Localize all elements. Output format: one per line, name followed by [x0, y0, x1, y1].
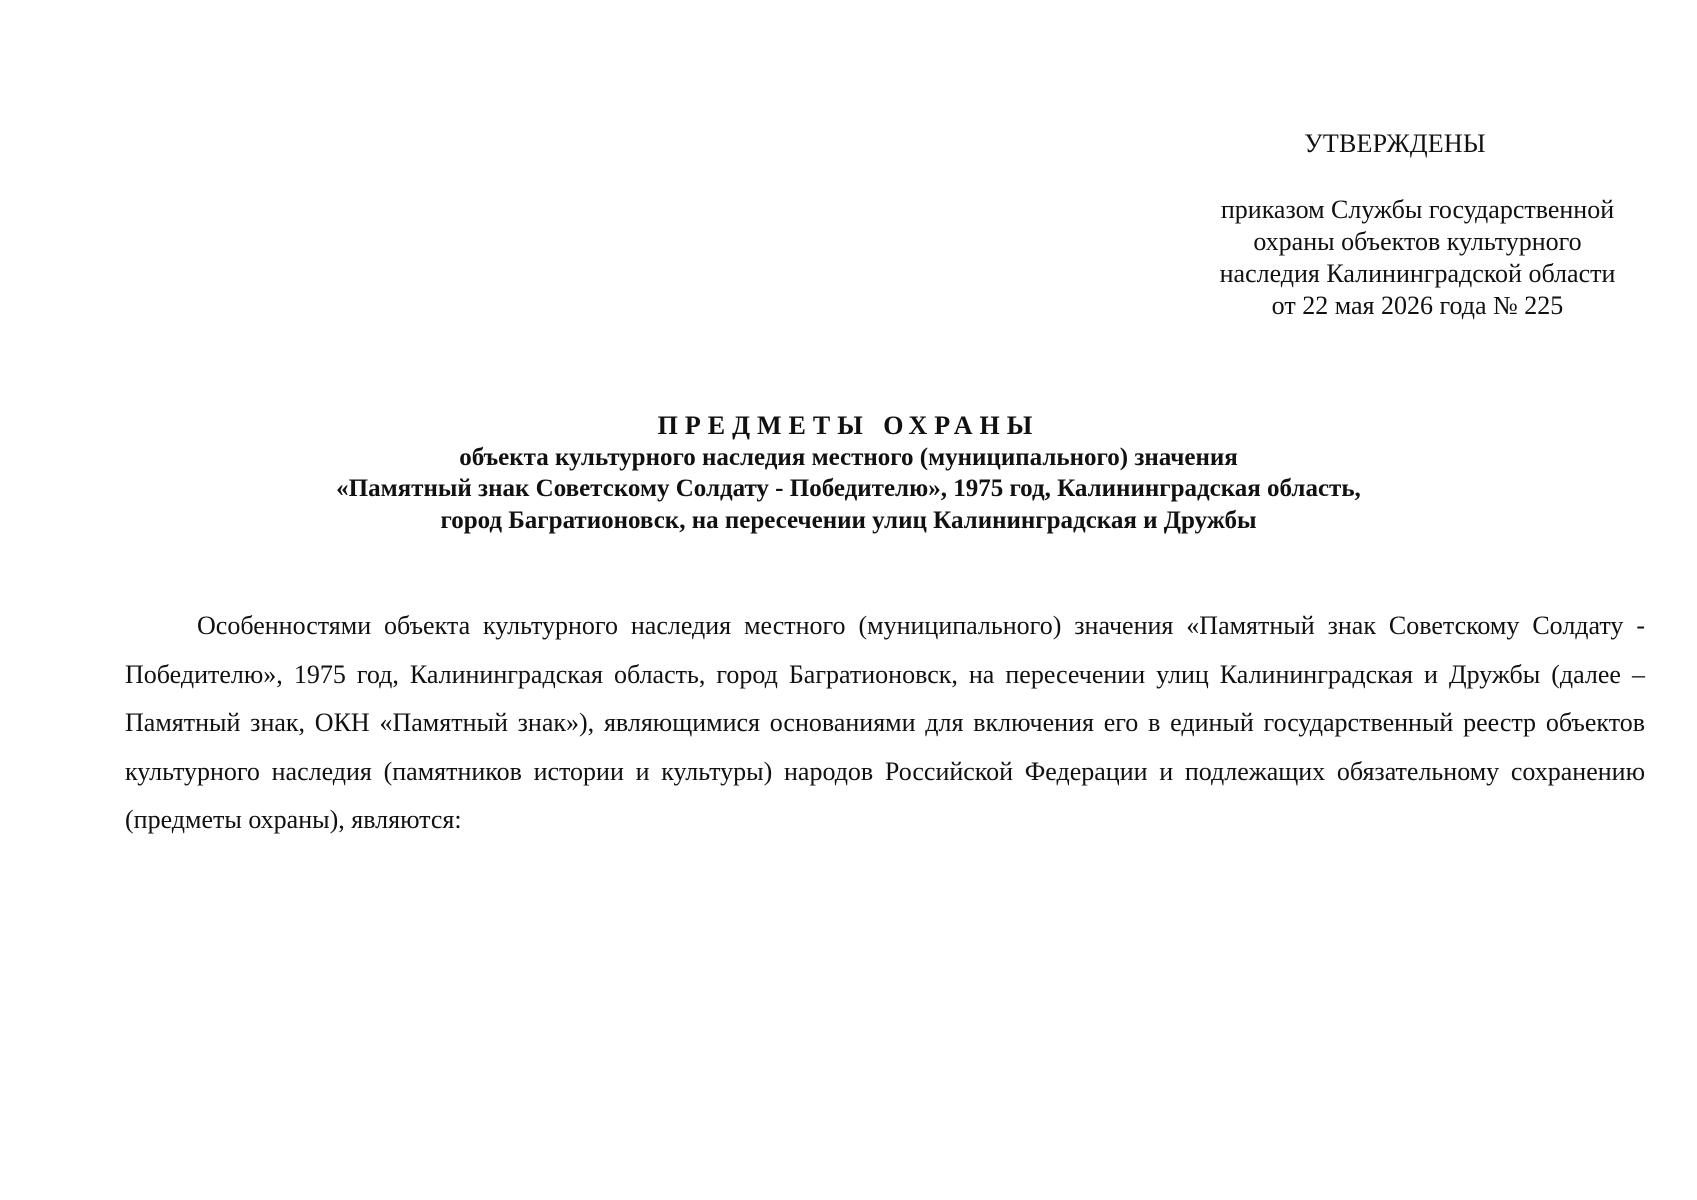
approval-line-region: наследия Калининградской области	[1219, 259, 1616, 288]
approval-line-date: от 22 мая 2026 года № 225	[1271, 291, 1564, 320]
title-line-location: город Багратионовск, на пересечении улиц Калининградская и Дружбы	[440, 506, 1257, 534]
document-title	[0, 410, 1697, 536]
title-main: ПРЕДМЕТЫ ОХРАНЫ	[657, 411, 1040, 440]
approval-heading: УТВЕРЖДЕНЫ	[1304, 129, 1486, 158]
title-line-object: объекта культурного наследия местного (муниципального) значения	[459, 443, 1238, 471]
approval-line-order: приказом Службы государственной	[1220, 195, 1615, 224]
approval-block	[1190, 194, 1645, 322]
title-line-monument: «Памятный знак Советскому Солдату - Победителю», 1975 год, Калининградская область,	[336, 475, 1361, 502]
approval-line-protection: охраны объектов культурного	[1253, 227, 1582, 256]
body-paragraph: Особенностями объекта культурного наследия местного (муниципального) значения «Памятный знак Советскому Солдату - Победителю», 1975 год, Калининградская область, город Багратионовск, на пересечении улиц Калининградская и Дружбы (далее – Памятный знак, ОКН «Памятный знак»), являющимися основаниями для включения его в единый государственный реестр объектов культурного наследия (памятников истории и культуры) народов Российской Федерации и подлежащих обязательному сохранению (предметы охраны), являются:	[125, 611, 1645, 834]
